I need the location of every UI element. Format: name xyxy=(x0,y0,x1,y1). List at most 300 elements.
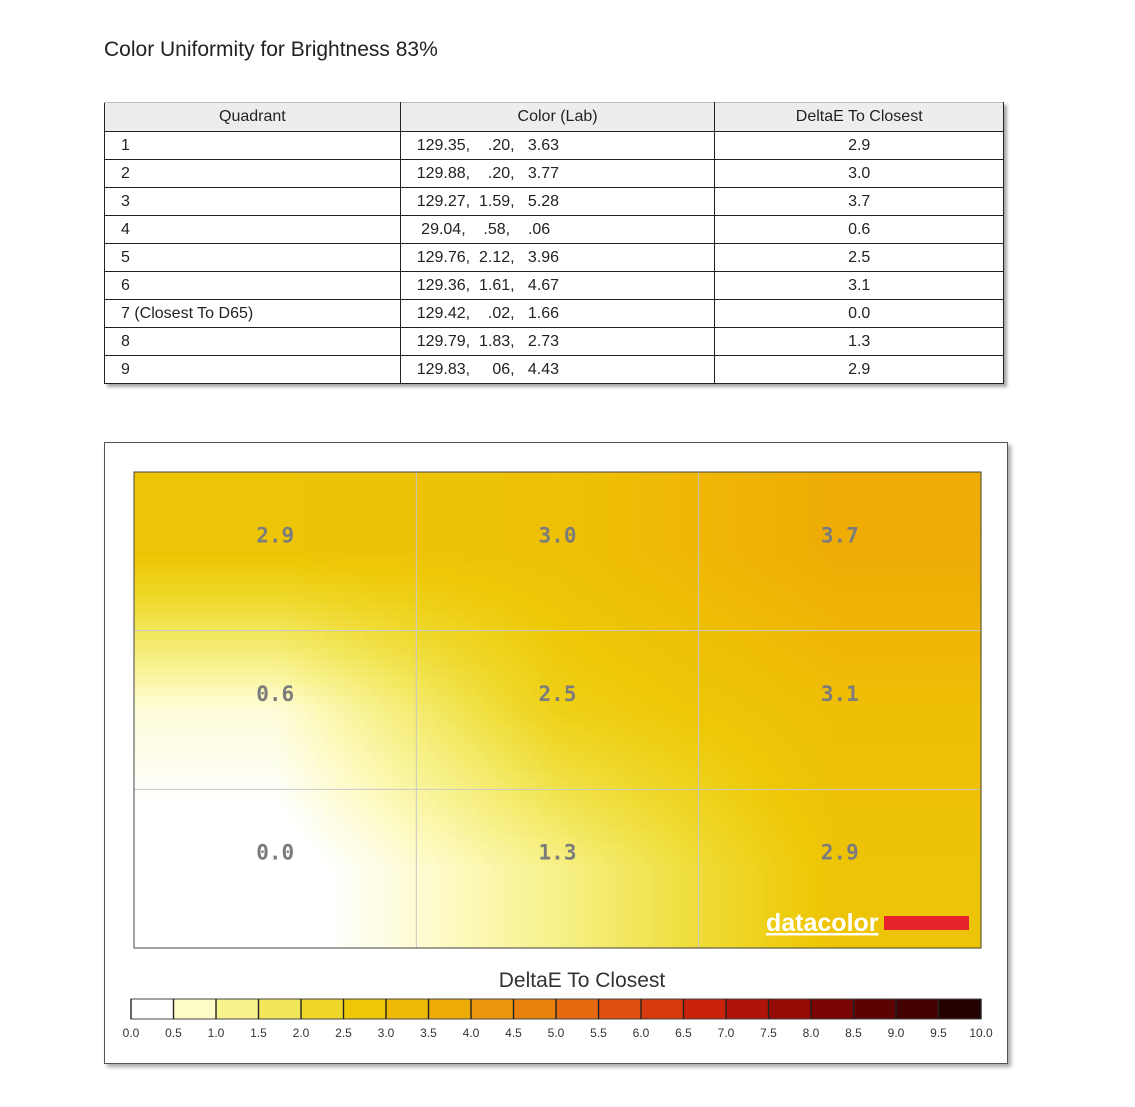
heatmap-pixel xyxy=(603,619,611,627)
heatmap-pixel xyxy=(757,528,765,536)
heatmap-pixel xyxy=(827,472,835,480)
heatmap-pixel xyxy=(197,479,205,487)
heatmap-pixel xyxy=(575,710,583,718)
heatmap-pixel xyxy=(869,479,877,487)
heatmap-pixel xyxy=(316,472,324,480)
heatmap-pixel xyxy=(491,577,499,585)
heatmap-pixel xyxy=(316,521,324,529)
heatmap-pixel xyxy=(855,619,863,627)
heatmap-pixel xyxy=(456,556,464,564)
heatmap-pixel xyxy=(708,675,716,683)
heatmap-pixel xyxy=(162,752,170,760)
heatmap-pixel xyxy=(568,738,576,746)
heatmap-pixel xyxy=(617,486,625,494)
heatmap-pixel xyxy=(967,675,975,683)
heatmap-pixel xyxy=(183,640,191,648)
heatmap-pixel xyxy=(414,479,422,487)
heatmap-pixel xyxy=(386,500,394,508)
heatmap-pixel xyxy=(589,724,597,732)
heatmap-pixel xyxy=(428,493,436,501)
heatmap-pixel xyxy=(323,584,331,592)
heatmap-pixel xyxy=(134,493,142,501)
heatmap-pixel xyxy=(218,514,226,522)
heatmap-pixel xyxy=(876,563,884,571)
heatmap-pixel xyxy=(911,682,919,690)
heatmap-pixel xyxy=(239,647,247,655)
heatmap-pixel xyxy=(820,738,828,746)
heatmap-pixel xyxy=(624,752,632,760)
heatmap-pixel xyxy=(631,689,639,697)
heatmap-pixel xyxy=(575,717,583,725)
heatmap-pixel xyxy=(365,472,373,480)
heatmap-pixel xyxy=(519,752,527,760)
heatmap-pixel xyxy=(708,514,716,522)
heatmap-pixel xyxy=(750,738,758,746)
heatmap-pixel xyxy=(134,724,142,732)
heatmap-pixel xyxy=(218,647,226,655)
heatmap-pixel xyxy=(652,528,660,536)
heatmap-pixel xyxy=(876,696,884,704)
heatmap-pixel xyxy=(239,556,247,564)
heatmap-pixel xyxy=(169,570,177,578)
heatmap-pixel xyxy=(442,626,450,634)
heatmap-pixel xyxy=(274,549,282,557)
heatmap-pixel xyxy=(631,731,639,739)
heatmap-pixel xyxy=(953,654,961,662)
heatmap-pixel xyxy=(750,500,758,508)
heatmap-pixel xyxy=(547,647,555,655)
heatmap-pixel xyxy=(456,626,464,634)
heatmap-pixel xyxy=(827,668,835,676)
heatmap-pixel xyxy=(302,535,310,543)
heatmap-pixel xyxy=(183,619,191,627)
heatmap-pixel xyxy=(883,710,891,718)
heatmap-pixel xyxy=(743,535,751,543)
heatmap-pixel xyxy=(428,598,436,606)
heatmap-pixel xyxy=(260,570,268,578)
heatmap-pixel xyxy=(694,752,702,760)
heatmap-pixel xyxy=(883,703,891,711)
heatmap-pixel xyxy=(435,675,443,683)
heatmap-pixel xyxy=(834,563,842,571)
heatmap-pixel xyxy=(722,682,730,690)
heatmap-pixel xyxy=(288,479,296,487)
heatmap-pixel xyxy=(533,710,541,718)
heatmap-pixel xyxy=(673,689,681,697)
heatmap-pixel xyxy=(449,710,457,718)
heatmap-pixel xyxy=(288,654,296,662)
heatmap-pixel xyxy=(631,514,639,522)
heatmap-pixel xyxy=(239,535,247,543)
heatmap-pixel xyxy=(526,731,534,739)
heatmap-pixel xyxy=(722,710,730,718)
heatmap-pixel xyxy=(183,633,191,641)
heatmap-pixel xyxy=(778,514,786,522)
heatmap-pixel xyxy=(666,549,674,557)
heatmap-pixel xyxy=(379,556,387,564)
heatmap-pixel xyxy=(141,619,149,627)
heatmap-pixel xyxy=(372,731,380,739)
heatmap-pixel xyxy=(813,535,821,543)
heatmap-pixel xyxy=(925,689,933,697)
heatmap-pixel xyxy=(414,710,422,718)
heatmap-pixel xyxy=(379,584,387,592)
heatmap-pixel xyxy=(554,640,562,648)
heatmap-pixel xyxy=(911,647,919,655)
heatmap-pixel xyxy=(750,654,758,662)
heatmap-pixel xyxy=(141,724,149,732)
heatmap-pixel xyxy=(337,612,345,620)
heatmap-pixel xyxy=(211,675,219,683)
heatmap-pixel xyxy=(498,514,506,522)
heatmap-pixel xyxy=(722,675,730,683)
heatmap-pixel xyxy=(701,731,709,739)
heatmap-pixel xyxy=(239,710,247,718)
heatmap-pixel xyxy=(876,612,884,620)
heatmap-pixel xyxy=(883,738,891,746)
heatmap-pixel xyxy=(701,528,709,536)
heatmap-pixel xyxy=(820,556,828,564)
heatmap-pixel xyxy=(288,549,296,557)
heatmap-pixel xyxy=(687,689,695,697)
heatmap-pixel xyxy=(344,556,352,564)
heatmap-pixel xyxy=(302,626,310,634)
heatmap-pixel xyxy=(652,731,660,739)
heatmap-pixel xyxy=(134,745,142,753)
heatmap-pixel xyxy=(288,514,296,522)
heatmap-pixel xyxy=(232,493,240,501)
heatmap-pixel xyxy=(400,647,408,655)
heatmap-pixel xyxy=(323,724,331,732)
heatmap-pixel xyxy=(183,724,191,732)
heatmap-pixel xyxy=(512,584,520,592)
heatmap-pixel xyxy=(176,507,184,515)
heatmap-pixel xyxy=(939,521,947,529)
heatmap-pixel xyxy=(953,486,961,494)
heatmap-pixel xyxy=(589,626,597,634)
heatmap-pixel xyxy=(939,591,947,599)
heatmap-pixel xyxy=(505,689,513,697)
heatmap-pixel xyxy=(253,507,261,515)
heatmap-pixel xyxy=(281,514,289,522)
heatmap-pixel xyxy=(225,479,233,487)
heatmap-pixel xyxy=(435,591,443,599)
heatmap-pixel xyxy=(295,591,303,599)
heatmap-pixel xyxy=(400,584,408,592)
heatmap-pixel xyxy=(463,647,471,655)
heatmap-pixel xyxy=(736,528,744,536)
heatmap-pixel xyxy=(134,472,142,480)
heatmap-pixel xyxy=(603,549,611,557)
heatmap-pixel xyxy=(540,752,548,760)
heatmap-pixel xyxy=(162,591,170,599)
heatmap-pixel xyxy=(372,570,380,578)
heatmap-pixel xyxy=(484,661,492,669)
heatmap-pixel xyxy=(414,703,422,711)
heatmap-pixel xyxy=(736,612,744,620)
heatmap-pixel xyxy=(939,626,947,634)
heatmap-pixel xyxy=(750,668,758,676)
heatmap-pixel xyxy=(218,563,226,571)
heatmap-pixel xyxy=(946,528,954,536)
heatmap-pixel xyxy=(393,689,401,697)
heatmap-pixel xyxy=(841,563,849,571)
heatmap-pixel xyxy=(491,640,499,648)
heatmap-pixel xyxy=(484,710,492,718)
heatmap-pixel xyxy=(449,619,457,627)
heatmap-pixel xyxy=(246,689,254,697)
heatmap-pixel xyxy=(561,738,569,746)
heatmap-pixel xyxy=(148,528,156,536)
heatmap-pixel xyxy=(764,682,772,690)
heatmap-pixel xyxy=(834,661,842,669)
heatmap-pixel xyxy=(778,486,786,494)
heatmap-pixel xyxy=(673,745,681,753)
heatmap-pixel xyxy=(946,549,954,557)
heatmap-pixel xyxy=(414,556,422,564)
heatmap-pixel xyxy=(330,507,338,515)
heatmap-pixel xyxy=(785,731,793,739)
heatmap-pixel xyxy=(407,647,415,655)
heatmap-pixel xyxy=(862,654,870,662)
heatmap-pixel xyxy=(449,521,457,529)
heatmap-pixel xyxy=(519,486,527,494)
heatmap-pixel xyxy=(309,626,317,634)
heatmap-pixel xyxy=(239,563,247,571)
heatmap-pixel xyxy=(862,500,870,508)
heatmap-pixel xyxy=(295,696,303,704)
heatmap-pixel xyxy=(834,626,842,634)
heatmap-pixel xyxy=(246,710,254,718)
heatmap-pixel xyxy=(974,570,982,578)
heatmap-pixel xyxy=(967,724,975,732)
heatmap-pixel xyxy=(820,731,828,739)
heatmap-pixel xyxy=(799,689,807,697)
heatmap-pixel xyxy=(862,738,870,746)
heatmap-pixel xyxy=(183,598,191,606)
heatmap-pixel xyxy=(330,696,338,704)
heatmap-pixel xyxy=(939,745,947,753)
heatmap-pixel xyxy=(757,626,765,634)
heatmap-pixel xyxy=(484,633,492,641)
heatmap-pixel xyxy=(925,731,933,739)
heatmap-pixel xyxy=(820,654,828,662)
heatmap-pixel xyxy=(743,731,751,739)
heatmap-pixel xyxy=(218,668,226,676)
heatmap-pixel xyxy=(673,577,681,585)
heatmap-pixel xyxy=(764,577,772,585)
heatmap-pixel xyxy=(575,731,583,739)
heatmap-pixel xyxy=(554,738,562,746)
heatmap-pixel xyxy=(358,563,366,571)
heatmap-pixel xyxy=(302,542,310,550)
heatmap-pixel xyxy=(281,647,289,655)
heatmap-pixel xyxy=(232,619,240,627)
heatmap-pixel xyxy=(575,752,583,760)
heatmap-pixel xyxy=(435,486,443,494)
heatmap-pixel xyxy=(190,696,198,704)
heatmap-pixel xyxy=(925,738,933,746)
heatmap-pixel xyxy=(505,542,513,550)
heatmap-pixel xyxy=(694,605,702,613)
heatmap-pixel xyxy=(876,654,884,662)
heatmap-pixel xyxy=(365,493,373,501)
heatmap-pixel xyxy=(379,661,387,669)
cell-delta: 3.0 xyxy=(715,160,1004,188)
heatmap-pixel xyxy=(603,605,611,613)
heatmap-pixel xyxy=(568,591,576,599)
heatmap-pixel xyxy=(939,738,947,746)
heatmap-pixel xyxy=(456,514,464,522)
heatmap-pixel xyxy=(673,717,681,725)
heatmap-pixel xyxy=(925,682,933,690)
heatmap-pixel xyxy=(211,731,219,739)
heatmap-pixel xyxy=(211,472,219,480)
heatmap-pixel xyxy=(792,598,800,606)
heatmap-pixel xyxy=(582,528,590,536)
heatmap-pixel xyxy=(834,731,842,739)
heatmap-pixel xyxy=(288,598,296,606)
heatmap-pixel xyxy=(449,745,457,753)
heatmap-pixel xyxy=(246,605,254,613)
heatmap-pixel xyxy=(932,633,940,641)
heatmap-pixel xyxy=(512,752,520,760)
heatmap-pixel xyxy=(862,717,870,725)
heatmap-pixel xyxy=(498,500,506,508)
heatmap-pixel xyxy=(918,619,926,627)
heatmap-pixel xyxy=(715,507,723,515)
heatmap-pixel xyxy=(526,521,534,529)
heatmap-pixel xyxy=(771,619,779,627)
heatmap-pixel xyxy=(918,500,926,508)
heatmap-pixel xyxy=(204,675,212,683)
heatmap-pixel xyxy=(400,500,408,508)
heatmap-pixel xyxy=(701,612,709,620)
heatmap-pixel xyxy=(330,654,338,662)
heatmap-pixel xyxy=(477,521,485,529)
heatmap-pixel xyxy=(498,507,506,515)
heatmap-pixel xyxy=(309,696,317,704)
heatmap-pixel xyxy=(820,472,828,480)
heatmap-pixel xyxy=(267,724,275,732)
heatmap-pixel xyxy=(218,612,226,620)
heatmap-pixel xyxy=(449,549,457,557)
heatmap-pixel xyxy=(799,633,807,641)
heatmap-pixel xyxy=(148,689,156,697)
heatmap-pixel xyxy=(253,549,261,557)
heatmap-pixel xyxy=(771,500,779,508)
heatmap-pixel xyxy=(771,577,779,585)
heatmap-pixel xyxy=(561,731,569,739)
heatmap-pixel xyxy=(358,661,366,669)
heatmap-pixel xyxy=(183,563,191,571)
heatmap-pixel xyxy=(722,500,730,508)
heatmap-pixel xyxy=(225,549,233,557)
heatmap-pixel xyxy=(463,584,471,592)
heatmap-pixel xyxy=(932,717,940,725)
heatmap-pixel xyxy=(806,682,814,690)
heatmap-pixel xyxy=(939,696,947,704)
heatmap-pixel xyxy=(743,591,751,599)
heatmap-pixel xyxy=(960,745,968,753)
heatmap-pixel xyxy=(225,577,233,585)
heatmap-pixel xyxy=(274,605,282,613)
heatmap-pixel xyxy=(505,507,513,515)
heatmap-pixel xyxy=(932,584,940,592)
heatmap-pixel xyxy=(918,584,926,592)
heatmap-pixel xyxy=(582,584,590,592)
heatmap-pixel xyxy=(645,514,653,522)
heatmap-pixel xyxy=(449,598,457,606)
heatmap-pixel xyxy=(190,605,198,613)
heatmap-pixel xyxy=(358,598,366,606)
heatmap-pixel xyxy=(183,500,191,508)
heatmap-pixel xyxy=(421,689,429,697)
heatmap-pixel xyxy=(470,591,478,599)
heatmap-pixel xyxy=(442,472,450,480)
heatmap-pixel xyxy=(708,703,716,711)
heatmap-pixel xyxy=(624,724,632,732)
heatmap-pixel xyxy=(498,591,506,599)
heatmap-pixel xyxy=(428,703,436,711)
heatmap-pixel xyxy=(561,577,569,585)
heatmap-pixel xyxy=(218,640,226,648)
heatmap-pixel xyxy=(477,612,485,620)
heatmap-pixel xyxy=(155,745,163,753)
heatmap-pixel xyxy=(246,514,254,522)
heatmap-pixel xyxy=(631,745,639,753)
heatmap-pixel xyxy=(281,724,289,732)
heatmap-pixel xyxy=(456,724,464,732)
heatmap-pixel xyxy=(232,521,240,529)
heatmap-pixel xyxy=(225,633,233,641)
heatmap-pixel xyxy=(309,724,317,732)
heatmap-pixel xyxy=(883,661,891,669)
heatmap-pixel xyxy=(386,703,394,711)
heatmap-pixel xyxy=(932,493,940,501)
heatmap-pixel xyxy=(330,598,338,606)
heatmap-pixel xyxy=(883,584,891,592)
heatmap-pixel xyxy=(519,472,527,480)
heatmap-pixel xyxy=(638,731,646,739)
heatmap-pixel xyxy=(512,689,520,697)
cell-quadrant: 5 xyxy=(105,244,401,272)
heatmap-pixel xyxy=(344,521,352,529)
heatmap-pixel xyxy=(617,472,625,480)
heatmap-pixel xyxy=(736,724,744,732)
heatmap-pixel xyxy=(848,570,856,578)
heatmap-pixel xyxy=(729,542,737,550)
heatmap-pixel xyxy=(659,472,667,480)
heatmap-pixel xyxy=(393,514,401,522)
heatmap-pixel xyxy=(939,570,947,578)
heatmap-pixel xyxy=(701,591,709,599)
heatmap-pixel xyxy=(946,486,954,494)
heatmap-pixel xyxy=(155,661,163,669)
heatmap-pixel xyxy=(547,472,555,480)
heatmap-pixel xyxy=(659,584,667,592)
heatmap-pixel xyxy=(337,563,345,571)
heatmap-pixel xyxy=(855,633,863,641)
heatmap-pixel xyxy=(302,570,310,578)
heatmap-pixel xyxy=(596,556,604,564)
heatmap-pixel xyxy=(288,577,296,585)
heatmap-pixel xyxy=(225,724,233,732)
heatmap-pixel xyxy=(771,605,779,613)
heatmap-pixel xyxy=(918,724,926,732)
heatmap-pixel xyxy=(302,661,310,669)
table-row xyxy=(105,188,1004,216)
